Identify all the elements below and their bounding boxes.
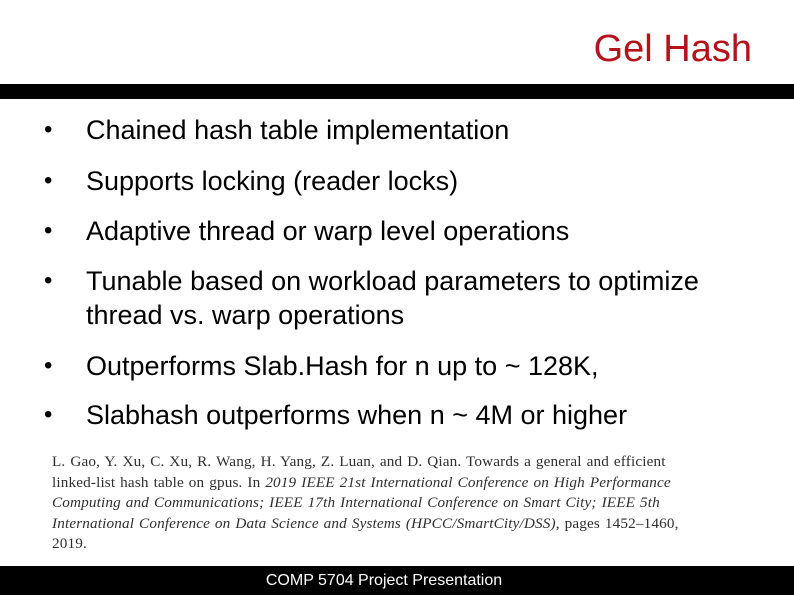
bullet-item	[44, 264, 766, 332]
bullet-text: Tunable based on workload parameters to optimize thread vs. warp operations	[86, 266, 699, 330]
bullet-item	[44, 349, 766, 383]
bullet-text: Outperforms Slab.Hash for n up to ~ 128K,	[86, 351, 599, 381]
bullet-item	[44, 164, 766, 198]
bullet-text: Adaptive thread or warp level operations	[86, 216, 570, 246]
bullet-marker: •	[44, 267, 53, 294]
bullet-text: Supports locking (reader locks)	[86, 166, 459, 196]
bullet-marker: •	[44, 167, 53, 194]
citation-venue: 2019 IEEE 21st International Conference on High Performance Computing and Communications; IEEE 17th International Conference on Smart City; IEEE 5th International Conference on Data Science and Systems (HPCC/SmartCity/DSS)	[52, 473, 671, 532]
bullet-item	[44, 398, 766, 432]
bullet-text: Chained hash table implementation	[86, 115, 510, 145]
citation-pages: , pages 1452–1460, 2019.	[52, 514, 679, 552]
bullet-item	[44, 214, 766, 248]
slide-title: Gel Hash	[593, 28, 752, 70]
bullet-marker: •	[44, 116, 53, 143]
footer-bar	[0, 566, 794, 595]
footer-text: COMP 5704 Project Presentation	[265, 572, 503, 589]
reference-citation	[52, 452, 714, 555]
bullet-text: Slabhash outperforms when n ~ 4M or higher	[86, 400, 628, 430]
bullet-marker: •	[44, 217, 53, 244]
citation-authors-title: L. Gao, Y. Xu, C. Xu, R. Wang, H. Yang, Z. Luan, and D. Qian. Towards a general and efficient linked-list hash table on gpus. In	[52, 453, 666, 491]
bullet-item	[44, 113, 766, 147]
title-divider-bar	[0, 84, 794, 99]
bullet-marker: •	[44, 401, 53, 428]
bullet-marker: •	[44, 352, 53, 379]
